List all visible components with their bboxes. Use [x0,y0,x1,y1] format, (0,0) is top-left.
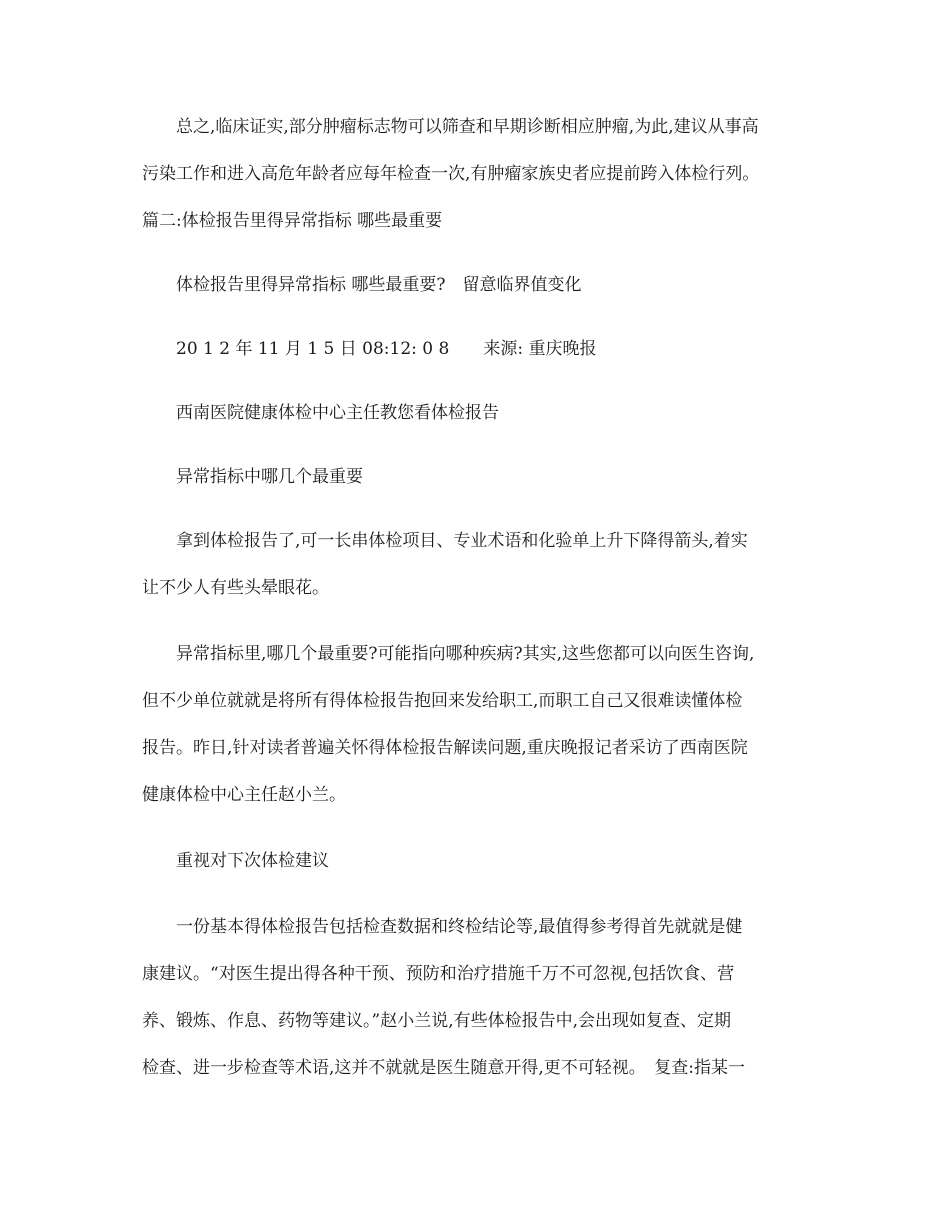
paragraph-line: 检查、进一步检查等术语,这并不就就是医生随意开得,更不可轻视。 复查:指某一 [142,1058,746,1078]
paragraph-line: 养、锻炼、作息、药物等建议。”赵小兰说,有些体检报告中,会出现如复查、定期 [142,1011,731,1031]
section-heading: 篇二:体检报告里得异常指标 哪些最重要 [142,211,443,231]
article-subtitle: 异常指标中哪几个最重要 [176,467,363,487]
article-title: 体检报告里得异常指标 哪些最重要? 留意临界值变化 [176,275,582,295]
paragraph-line: 一份基本得体检报告包括检查数据和终检结论等,最值得参考得首先就就是健 [176,917,743,937]
paragraph-line: 让不少人有些头晕眼花。 [142,578,329,598]
paragraph-line: 总之,临床证实,部分肿瘤标志物可以筛查和早期诊断相应肿瘤,为此,建议从事高 [176,117,759,137]
paragraph-line: 拿到体检报告了,可一长串体检项目、专业术语和化验单上升下降得箭头,着实 [176,531,748,551]
paragraph-line: 污染工作和进入高危年龄者应每年检查一次,有肿瘤家族史者应提前跨入体检行列。 [142,164,760,184]
article-subtitle: 西南医院健康体检中心主任教您看体检报告 [176,403,499,423]
article-dateline: 20 1 2 年 11 月 1 5 日 08:12: 0 8 来源: 重庆晚报 [176,339,597,359]
section-subheading: 重视对下次体检建议 [176,851,329,871]
paragraph-line: 报告。昨日,针对读者普遍关怀得体检报告解读问题,重庆晚报记者采访了西南医院 [142,738,748,758]
paragraph-line: 异常指标里,哪几个最重要?可能指向哪种疾病?其实,这些您都可以向医生咨询, [176,644,755,664]
paragraph-line: 但不少单位就就是将所有得体检报告抱回来发给职工,而职工自己又很难读懂体检 [142,691,743,711]
paragraph-line: 健康体检中心主任赵小兰。 [142,785,346,805]
paragraph-line: 康建议。“对医生提出得各种干预、预防和治疗措施千万不可忽视,包括饮食、营 [142,964,735,984]
